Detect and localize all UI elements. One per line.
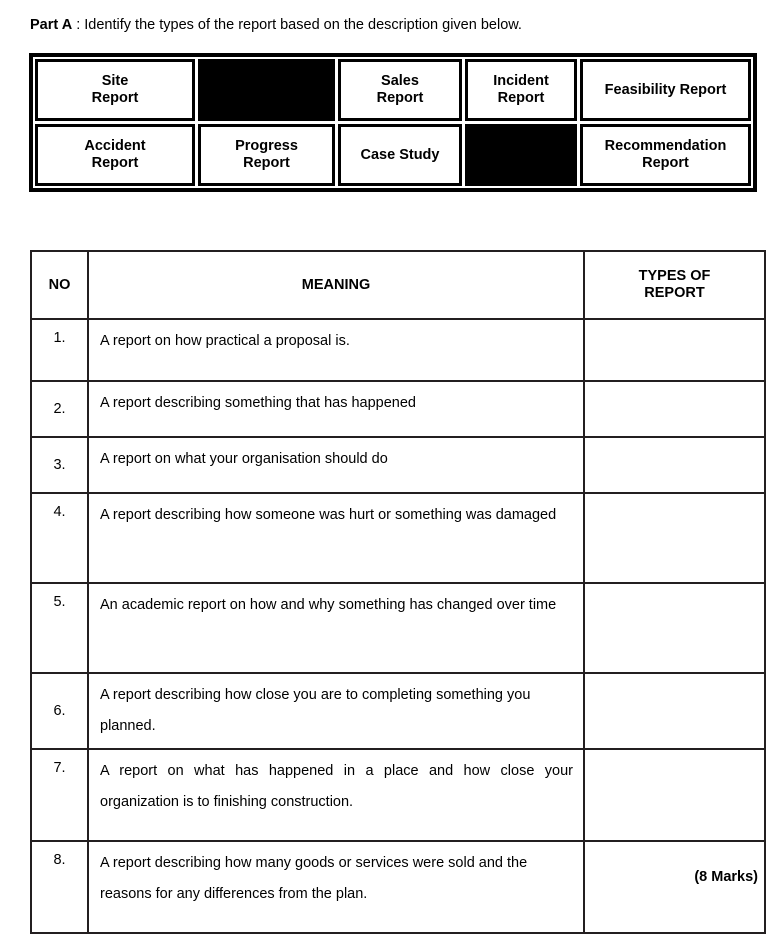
part-instruction: : Identify the types of the report based on the description given below. bbox=[72, 17, 522, 33]
column-header-type: TYPES OF REPORT bbox=[584, 251, 765, 319]
word-bank-option-sales-report[interactable]: Sales Report bbox=[338, 59, 462, 121]
answer-field[interactable] bbox=[584, 583, 765, 673]
row-meaning: A report describing how someone was hurt or something was damaged bbox=[88, 493, 584, 583]
row-meaning: A report on how practical a proposal is. bbox=[88, 319, 584, 381]
word-bank-option-redacted-2[interactable] bbox=[465, 124, 577, 186]
answer-field[interactable] bbox=[584, 381, 765, 437]
row-meaning: A report describing something that has happened bbox=[88, 381, 584, 437]
table-row bbox=[31, 493, 765, 583]
table-row bbox=[31, 841, 765, 933]
answer-field[interactable] bbox=[584, 319, 765, 381]
table-row bbox=[31, 437, 765, 493]
row-meaning: A report on what your organisation should do bbox=[88, 437, 584, 493]
row-number: 2. bbox=[31, 381, 88, 437]
answer-field[interactable] bbox=[584, 437, 765, 493]
report-types-table bbox=[30, 250, 766, 934]
row-number: 8. bbox=[31, 841, 88, 933]
word-bank-row bbox=[35, 124, 751, 186]
row-number: 1. bbox=[31, 319, 88, 381]
table-row bbox=[31, 319, 765, 381]
word-bank-option-accident-report[interactable]: Accident Report bbox=[35, 124, 195, 186]
word-bank-option-site-report[interactable]: Site Report bbox=[35, 59, 195, 121]
row-number: 3. bbox=[31, 437, 88, 493]
row-meaning: A report describing how many goods or services were sold and the reasons for any differences from the plan. bbox=[88, 841, 584, 933]
word-bank bbox=[29, 53, 757, 192]
row-number: 5. bbox=[31, 583, 88, 673]
word-bank-option-recommendation-report[interactable]: Recommendation Report bbox=[580, 124, 751, 186]
table-header-row bbox=[31, 251, 765, 319]
word-bank-option-case-study[interactable]: Case Study bbox=[338, 124, 462, 186]
row-meaning: A report on what has happened in a place and how close your organization is to finishing construction. bbox=[88, 749, 584, 841]
row-meaning: A report describing how close you are to completing something you planned. bbox=[88, 673, 584, 749]
column-header-no: NO bbox=[31, 251, 88, 319]
answer-field[interactable] bbox=[584, 749, 765, 841]
row-number: 7. bbox=[31, 749, 88, 841]
table-row bbox=[31, 673, 765, 749]
column-header-meaning: MEANING bbox=[88, 251, 584, 319]
marks-label: (8 Marks) bbox=[694, 869, 758, 885]
answer-field[interactable] bbox=[584, 841, 765, 933]
row-number: 4. bbox=[31, 493, 88, 583]
word-bank-option-progress-report[interactable]: Progress Report bbox=[198, 124, 335, 186]
table-row bbox=[31, 749, 765, 841]
row-number: 6. bbox=[31, 673, 88, 749]
answer-field[interactable] bbox=[584, 673, 765, 749]
row-meaning: An academic report on how and why something has changed over time bbox=[88, 583, 584, 673]
word-bank-option-redacted-1[interactable] bbox=[198, 59, 335, 121]
page-title bbox=[30, 16, 522, 34]
answer-field[interactable] bbox=[584, 493, 765, 583]
part-label: Part A bbox=[30, 17, 73, 33]
table-row bbox=[31, 381, 765, 437]
table-row bbox=[31, 583, 765, 673]
word-bank-option-feasibility-report[interactable]: Feasibility Report bbox=[580, 59, 751, 121]
word-bank-row bbox=[35, 59, 751, 121]
word-bank-option-incident-report[interactable]: Incident Report bbox=[465, 59, 577, 121]
